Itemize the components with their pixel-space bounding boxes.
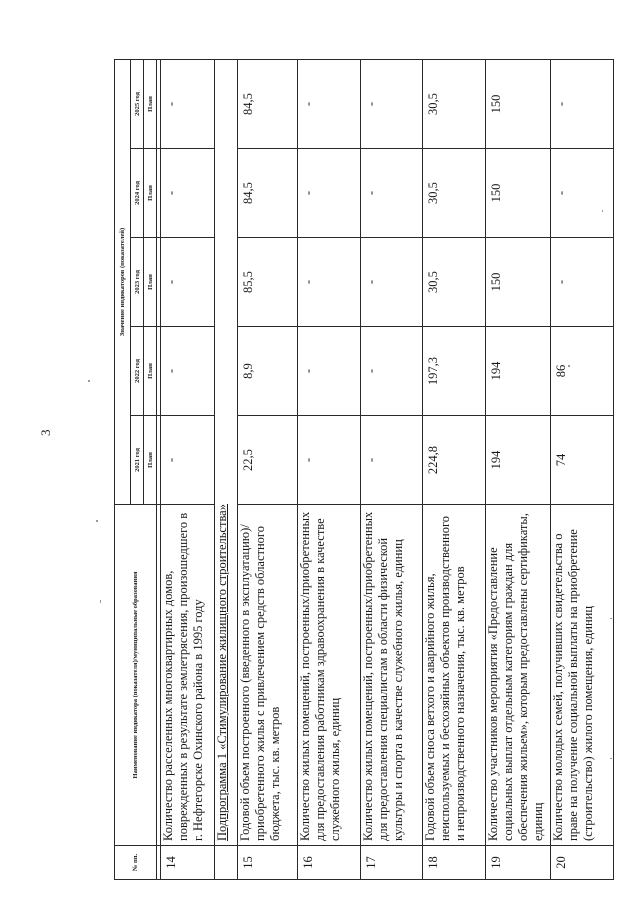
row-number: 18 (423, 846, 486, 880)
subprogram-title: Подпрограмма 1 «Стимулирование жилищного строительства» (215, 59, 238, 845)
scan-speck (602, 210, 603, 212)
value-2025: 84,5 (237, 59, 297, 148)
header-year-2023: 2023 год (131, 238, 144, 327)
row-indicator-name: Количество участников мероприятия «Предоставление социальных выплат отдельным категориям граждан для обеспечения жильем», которым предоставлены сертификаты, единиц (485, 505, 551, 846)
row-number: 16 (298, 846, 361, 880)
page-number: 3 (38, 429, 53, 436)
scan-speck (610, 758, 612, 759)
header-plan-2021: План (144, 416, 157, 505)
value-2022: 86 (551, 327, 614, 416)
value-2023: - (551, 238, 614, 327)
value-2025: - (551, 59, 614, 148)
rotated-table-container (114, 60, 614, 880)
table-row (298, 59, 361, 879)
value-2024: - (298, 149, 361, 238)
header-plan-2025: План (144, 59, 157, 148)
value-2022: 194 (485, 327, 551, 416)
value-2021: 74 (551, 416, 614, 505)
indicators-table (114, 59, 614, 880)
row-indicator-name: Количество жилых помещений, построенных/приобретенных для предоставления работникам здравоохранения в качестве служебного жилья, единиц (298, 505, 361, 846)
value-2023: - (161, 238, 215, 327)
value-2025: - (298, 59, 361, 148)
value-2024: 30,5 (423, 149, 486, 238)
row-indicator-name: Количество жилых помещений, построенных/приобретенных для предоставления специалистам в области физической культуры и спорта в качестве служебного жилья, единиц (360, 505, 423, 846)
header-values-group: Значение индикаторов (показателей) (115, 59, 131, 504)
value-2022: - (360, 327, 423, 416)
header-year-2022: 2022 год (131, 327, 144, 416)
value-2023: 150 (485, 238, 551, 327)
table-row (161, 59, 215, 879)
value-2021: 22,5 (237, 416, 297, 505)
row-indicator-name: Годовой объем сноса ветхого и аварийного жилья, неиспользуемых и бесхозяйных объектов производственного и непроизводственного назначения, тыс. кв. метров (423, 505, 486, 846)
value-2023: 85,5 (237, 238, 297, 327)
row-indicator-name: Количество молодых семей, получивших свидетельства о праве на получение социальной выплаты на приобретение (строительство) жилого помещения, единиц (551, 505, 614, 846)
value-2021: 224,8 (423, 416, 486, 505)
value-2022: - (161, 327, 215, 416)
value-2021: - (360, 416, 423, 505)
header-plan-2024: План (144, 149, 157, 238)
row-number: 15 (237, 846, 297, 880)
value-2022: 197,3 (423, 327, 486, 416)
value-2025: 150 (485, 59, 551, 148)
value-2024: - (360, 149, 423, 238)
value-2024: - (161, 149, 215, 238)
value-2025: - (360, 59, 423, 148)
table-row (237, 59, 297, 879)
row-indicator-name: Количество расселенных многоквартирных домов, поврежденных в результате землетрясения, произошедшего в г. Нефтегорске Охинского района в 1995 году (161, 505, 215, 846)
value-2024: 150 (485, 149, 551, 238)
header-plan-2023: План (144, 238, 157, 327)
value-2023: - (298, 238, 361, 327)
scan-speck (610, 618, 612, 619)
header-indicator-name: Наименование индикатора (показателя)/муниципальные образования (115, 505, 157, 846)
row-indicator-name: Годовой объем построенного (введенного в эксплуатацию)/ приобретенного жилья с привлечением средств областного бюджета, тыс. кв. метров (237, 505, 297, 846)
row-number: 19 (485, 846, 551, 880)
subprogram-row (215, 59, 238, 879)
header-year-2024: 2024 год (131, 149, 144, 238)
header-year-2021: 2021 год (131, 416, 144, 505)
scan-speck (96, 520, 98, 522)
value-2025: - (161, 59, 215, 148)
value-2022: 8,9 (237, 327, 297, 416)
value-2023: 30,5 (423, 238, 486, 327)
value-2024: - (551, 149, 614, 238)
value-2021: - (298, 416, 361, 505)
scan-speck (88, 380, 90, 382)
table-row (551, 59, 614, 879)
scan-speck (100, 600, 101, 603)
value-2021: 194 (485, 416, 551, 505)
row-number: 14 (161, 846, 215, 880)
header-number: № пп. (115, 846, 157, 880)
value-2024: 84,5 (237, 149, 297, 238)
value-2025: 30,5 (423, 59, 486, 148)
header-plan-2022: План (144, 327, 157, 416)
value-2021: - (161, 416, 215, 505)
table-row (360, 59, 423, 879)
row-number: 20 (551, 846, 614, 880)
row-number: 17 (360, 846, 423, 880)
table-row (423, 59, 486, 879)
scan-speck (568, 365, 570, 367)
table-row (485, 59, 551, 879)
value-2022: - (298, 327, 361, 416)
header-year-2025: 2025 год (131, 59, 144, 148)
value-2023: - (360, 238, 423, 327)
